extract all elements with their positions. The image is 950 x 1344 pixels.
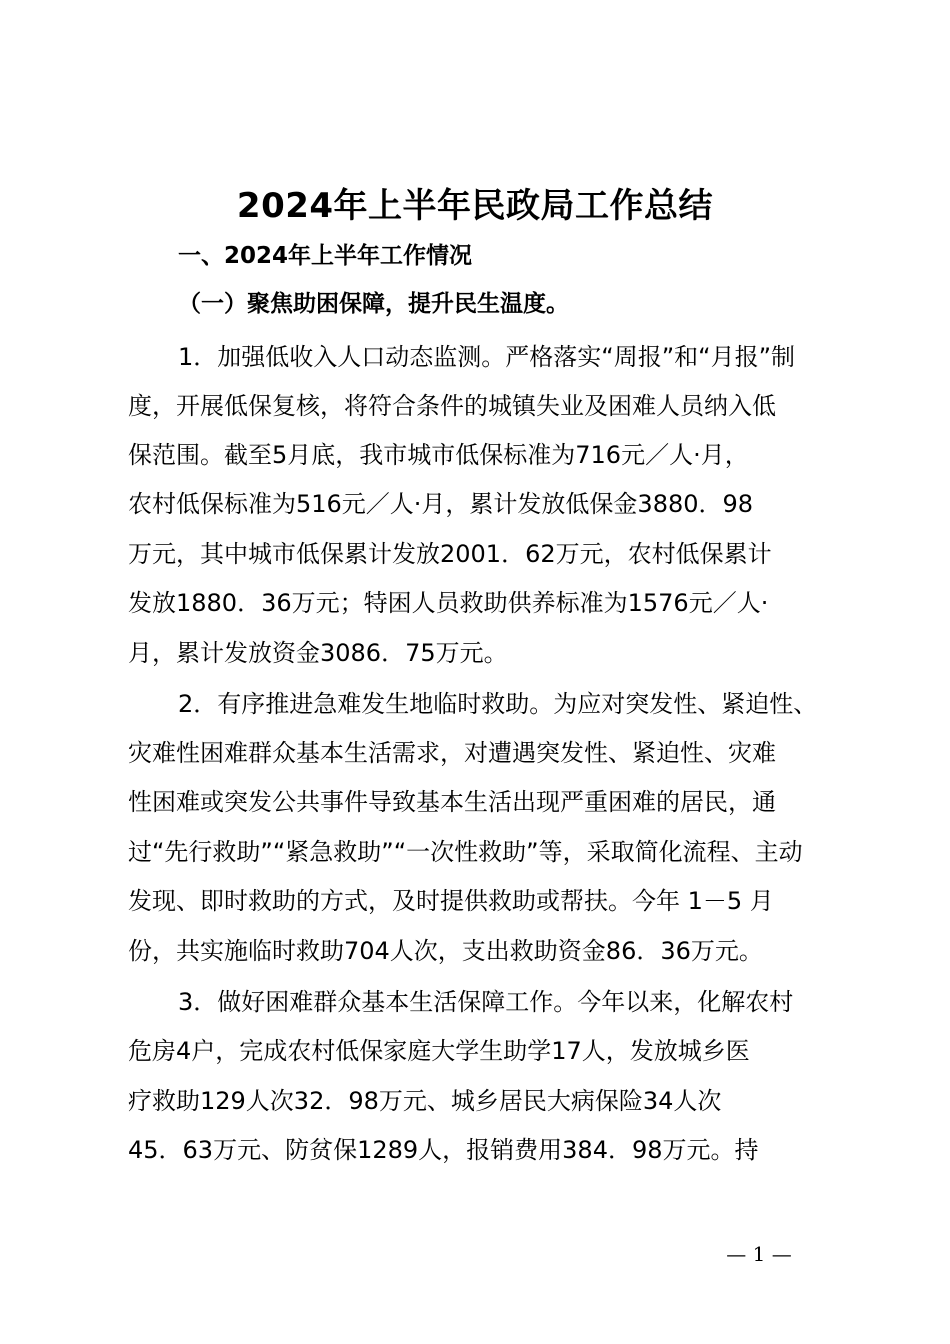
paragraph-2-line: 灾难性困难群众基本生活需求，对遭遇突发性、紧迫性、灾难 xyxy=(128,739,776,767)
subsection-heading: （一）聚焦助困保障，提升民生温度。 xyxy=(178,291,569,317)
paragraph-3-line: 危房4户，完成农村低保家庭大学生助学17人，发放城乡医 xyxy=(128,1037,750,1065)
paragraph-2-line: 2．有序推进急难发生地临时救助。为应对突发性、紧迫性、 xyxy=(178,690,818,718)
paragraph-2-line: 性困难或突发公共事件导致基本生活出现严重困难的居民，通 xyxy=(128,788,776,816)
paragraph-1-line: 月，累计发放资金3086．75万元。 xyxy=(128,639,508,667)
paragraph-1-line: 万元，其中城市低保累计发放2001．62万元，农村低保累计 xyxy=(128,540,772,568)
section-heading: 一、2024年上半年工作情况 xyxy=(178,243,473,269)
document-title: 2024年上半年民政局工作总结 xyxy=(236,186,714,226)
paragraph-2-line: 份，共实施临时救助704人次，支出救助资金86．36万元。 xyxy=(128,937,763,965)
page-number: — 1 — xyxy=(726,1242,792,1266)
paragraph-2-line: 过“先行救助”“紧急救助”“一次性救助”等，采取简化流程、主动 xyxy=(128,838,803,866)
paragraph-3-line: 3．做好困难群众基本生活保障工作。今年以来，化解农村 xyxy=(178,988,794,1016)
paragraph-1-line: 度，开展低保复核，将符合条件的城镇失业及困难人员纳入低 xyxy=(128,392,776,420)
paragraph-1-line: 农村低保标准为516元／人·月，累计发放低保金3880．98 xyxy=(128,490,754,518)
paragraph-1-line: 1．加强低收入人口动态监测。严格落实“周报”和“月报”制 xyxy=(178,343,796,371)
paragraph-1-line: 发放1880．36万元；特困人员救助供养标准为1576元／人· xyxy=(128,589,769,617)
paragraph-3-line: 疗救助129人次32．98万元、城乡居民大病保险34人次 xyxy=(128,1087,722,1115)
paragraph-1-line: 保范围。截至5月底，我市城市低保标准为716元／人·月， xyxy=(128,441,749,469)
paragraph-3-line: 45．63万元、防贫保1289人，报销费用384．98万元。持 xyxy=(128,1136,759,1164)
paragraph-2-line: 发现、即时救助的方式，及时提供救助或帮扶。今年 1－5 月 xyxy=(128,887,774,915)
